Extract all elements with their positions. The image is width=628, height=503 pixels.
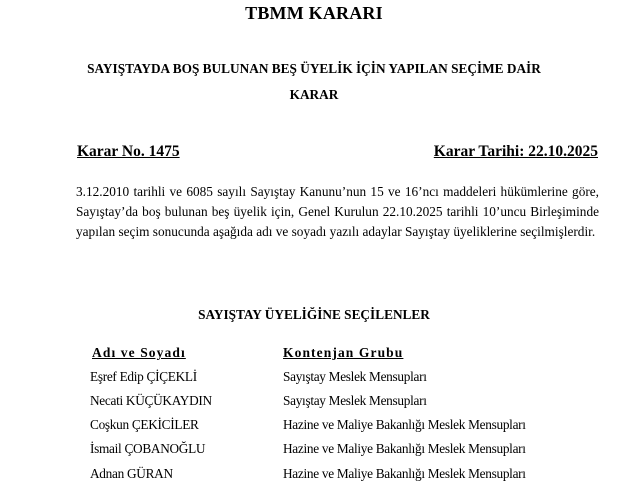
decision-body-paragraph bbox=[76, 182, 599, 243]
decision-subject-line-1: SAYIŞTAYDA BOŞ BULUNAN BEŞ ÜYELİK İÇİN YAPILAN SEÇİME DAİR bbox=[87, 61, 541, 76]
table-row bbox=[0, 466, 628, 484]
table-row bbox=[0, 369, 628, 387]
member-name: Eşref Edip ÇİÇEKLİ bbox=[90, 369, 197, 384]
member-name: İsmail ÇOBANOĞLU bbox=[90, 441, 206, 456]
decision-subject-line-2: KARAR bbox=[289, 87, 339, 102]
decision-info-row bbox=[77, 143, 598, 161]
member-name: Adnan GÜRAN bbox=[90, 466, 173, 481]
elected-list-title: SAYIŞTAY ÜYELİĞİNE SEÇİLENLER bbox=[198, 307, 430, 322]
decision-body-text: 3.12.2010 tarihli ve 6085 sayılı Sayıştay Kanunu’nun 15 ve 16’ncı maddeleri hükümlerine göre, Sayıştay’da boş bulunan beş üyelik için, Genel Kurulun 22.10.2025 tarihli 10’uncu Birleşiminde yapılan seçim sonucunda aşağıda adı ve soyadı yazılı adaylar Sayıştay üyeliklerine seçilmişlerdir. bbox=[76, 184, 599, 240]
member-group: Hazine ve Maliye Bakanlığı Meslek Mensupları bbox=[283, 441, 526, 456]
member-group: Hazine ve Maliye Bakanlığı Meslek Mensupları bbox=[283, 466, 526, 481]
member-group: Sayıştay Meslek Mensupları bbox=[283, 393, 427, 408]
member-name: Coşkun ÇEKİCİLER bbox=[90, 417, 199, 432]
elected-table-header bbox=[0, 345, 628, 363]
table-row bbox=[0, 441, 628, 459]
decision-date: Karar Tarihi: 22.10.2025 bbox=[433, 143, 598, 160]
table-row bbox=[0, 393, 628, 411]
header-group: Kontenjan Grubu bbox=[283, 345, 404, 360]
table-row bbox=[0, 417, 628, 435]
decision-subject bbox=[0, 56, 628, 108]
member-group: Hazine ve Maliye Bakanlığı Meslek Mensupları bbox=[283, 417, 526, 432]
decision-number: Karar No. 1475 bbox=[77, 143, 180, 160]
header-name: Adı ve Soyadı bbox=[92, 345, 186, 360]
member-group: Sayıştay Meslek Mensupları bbox=[283, 369, 427, 384]
member-name: Necati KÜÇÜKAYDIN bbox=[90, 393, 212, 408]
document-title: TBMM KARARI bbox=[245, 3, 383, 23]
